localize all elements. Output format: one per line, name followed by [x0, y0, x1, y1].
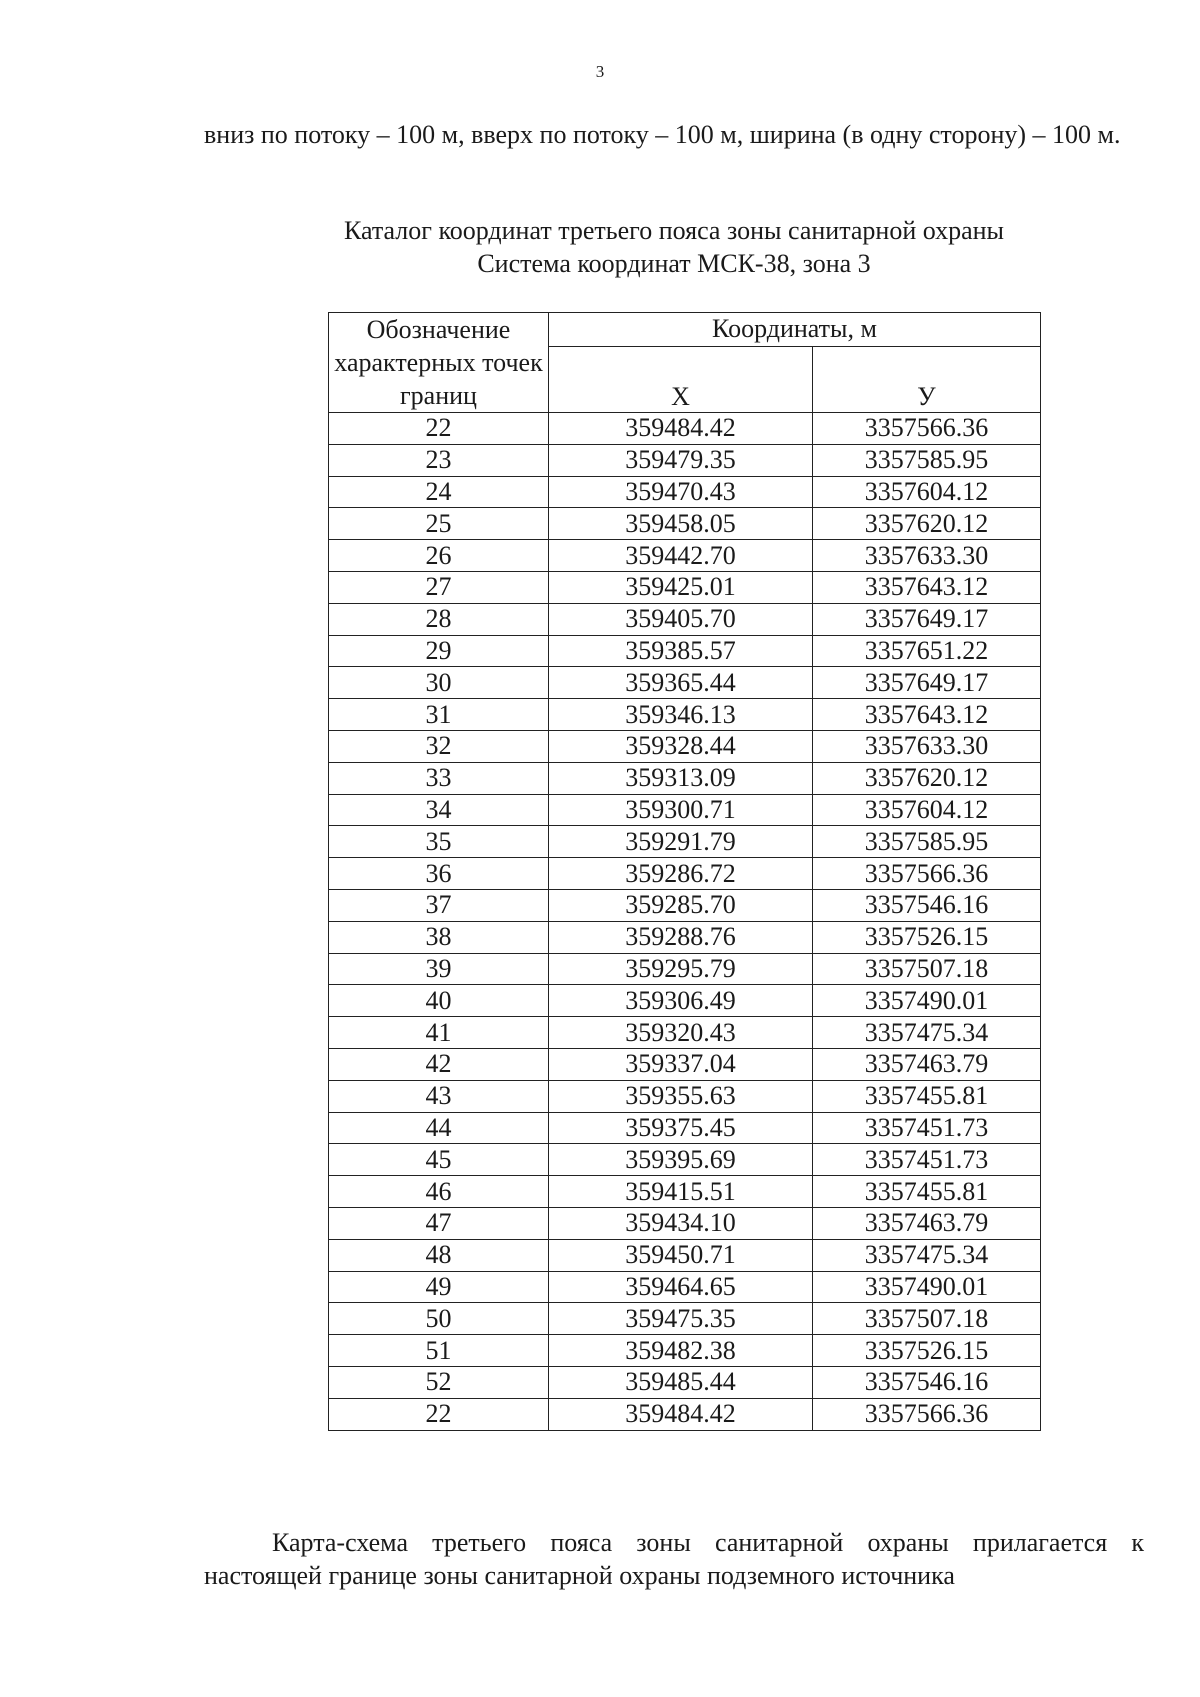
- y-coordinate-cell: 3357526.15: [813, 1335, 1041, 1367]
- y-coordinate-cell: 3357546.16: [813, 1366, 1041, 1398]
- point-id-cell: 39: [329, 953, 549, 985]
- x-coordinate-cell: 359286.72: [549, 858, 813, 890]
- y-coordinate-cell: 3357620.12: [813, 762, 1041, 794]
- point-id-cell: 50: [329, 1303, 549, 1335]
- point-id-cell: 38: [329, 921, 549, 953]
- point-id-cell: 48: [329, 1239, 549, 1271]
- y-coordinate-cell: 3357490.01: [813, 1271, 1041, 1303]
- point-id-cell: 35: [329, 826, 549, 858]
- table-row: [329, 667, 1041, 699]
- point-id-cell: 44: [329, 1112, 549, 1144]
- table-row: [329, 1144, 1041, 1176]
- header-y: У: [813, 346, 1041, 412]
- catalog-title-line-1: Каталог координат третьего пояса зоны санитарной охраны: [343, 216, 1005, 245]
- catalog-title: [204, 214, 1144, 280]
- x-coordinate-cell: 359470.43: [549, 476, 813, 508]
- point-id-cell: 40: [329, 985, 549, 1017]
- x-coordinate-cell: 359385.57: [549, 635, 813, 667]
- table-row: [329, 730, 1041, 762]
- point-id-cell: 30: [329, 667, 549, 699]
- table-row: [329, 1239, 1041, 1271]
- y-coordinate-cell: 3357455.81: [813, 1176, 1041, 1208]
- table-row: [329, 889, 1041, 921]
- x-coordinate-cell: 359328.44: [549, 730, 813, 762]
- table-row: [329, 1398, 1041, 1430]
- y-coordinate-cell: 3357649.17: [813, 667, 1041, 699]
- point-id-cell: 25: [329, 508, 549, 540]
- y-coordinate-cell: 3357566.36: [813, 413, 1041, 445]
- table-row: [329, 953, 1041, 985]
- point-id-cell: 46: [329, 1176, 549, 1208]
- table-row: [329, 794, 1041, 826]
- point-id-cell: 24: [329, 476, 549, 508]
- point-id-cell: 42: [329, 1048, 549, 1080]
- x-coordinate-cell: 359375.45: [549, 1112, 813, 1144]
- point-id-cell: 32: [329, 730, 549, 762]
- coordinates-table: [328, 312, 1041, 1431]
- x-coordinate-cell: 359288.76: [549, 921, 813, 953]
- x-coordinate-cell: 359450.71: [549, 1239, 813, 1271]
- y-coordinate-cell: 3357643.12: [813, 699, 1041, 731]
- y-coordinate-cell: 3357604.12: [813, 476, 1041, 508]
- point-id-cell: 23: [329, 444, 549, 476]
- header-coordinates: Координаты, м: [549, 313, 1041, 347]
- table-row: [329, 1112, 1041, 1144]
- x-coordinate-cell: 359291.79: [549, 826, 813, 858]
- table-row: [329, 762, 1041, 794]
- x-coordinate-cell: 359320.43: [549, 1017, 813, 1049]
- point-id-cell: 45: [329, 1144, 549, 1176]
- point-id-cell: 31: [329, 699, 549, 731]
- point-id-cell: 33: [329, 762, 549, 794]
- table-row: [329, 476, 1041, 508]
- table-row: [329, 413, 1041, 445]
- y-coordinate-cell: 3357455.81: [813, 1080, 1041, 1112]
- x-coordinate-cell: 359479.35: [549, 444, 813, 476]
- y-coordinate-cell: 3357451.73: [813, 1112, 1041, 1144]
- x-coordinate-cell: 359425.01: [549, 571, 813, 603]
- x-coordinate-cell: 359300.71: [549, 794, 813, 826]
- y-coordinate-cell: 3357651.22: [813, 635, 1041, 667]
- y-coordinate-cell: 3357585.95: [813, 444, 1041, 476]
- point-id-cell: 41: [329, 1017, 549, 1049]
- point-id-cell: 22: [329, 1398, 549, 1430]
- point-id-cell: 36: [329, 858, 549, 890]
- point-id-cell: 26: [329, 540, 549, 572]
- page-number: 3: [595, 62, 605, 81]
- table-row: [329, 444, 1041, 476]
- y-coordinate-cell: 3357566.36: [813, 858, 1041, 890]
- table-row: [329, 571, 1041, 603]
- catalog-title-line-2: Система координат МСК-38, зона 3: [477, 249, 871, 278]
- table-row: [329, 603, 1041, 635]
- table-row: [329, 985, 1041, 1017]
- point-id-cell: 27: [329, 571, 549, 603]
- table-row: [329, 508, 1041, 540]
- y-coordinate-cell: 3357475.34: [813, 1017, 1041, 1049]
- table-row: [329, 1303, 1041, 1335]
- x-coordinate-cell: 359346.13: [549, 699, 813, 731]
- x-coordinate-cell: 359405.70: [549, 603, 813, 635]
- y-coordinate-cell: 3357643.12: [813, 571, 1041, 603]
- point-id-cell: 37: [329, 889, 549, 921]
- x-coordinate-cell: 359484.42: [549, 413, 813, 445]
- point-id-cell: 34: [329, 794, 549, 826]
- y-coordinate-cell: 3357475.34: [813, 1239, 1041, 1271]
- x-coordinate-cell: 359306.49: [549, 985, 813, 1017]
- y-coordinate-cell: 3357566.36: [813, 1398, 1041, 1430]
- table-row: [329, 826, 1041, 858]
- y-coordinate-cell: 3357546.16: [813, 889, 1041, 921]
- point-id-cell: 51: [329, 1335, 549, 1367]
- coordinates-table-body: [329, 413, 1041, 1431]
- table-row: [329, 540, 1041, 572]
- table-row: [329, 1207, 1041, 1239]
- x-coordinate-cell: 359484.42: [549, 1398, 813, 1430]
- x-coordinate-cell: 359458.05: [549, 508, 813, 540]
- table-row: [329, 1017, 1041, 1049]
- table-row: [329, 1366, 1041, 1398]
- x-coordinate-cell: 359337.04: [549, 1048, 813, 1080]
- point-id-cell: 52: [329, 1366, 549, 1398]
- x-coordinate-cell: 359365.44: [549, 667, 813, 699]
- y-coordinate-cell: 3357633.30: [813, 540, 1041, 572]
- x-coordinate-cell: 359485.44: [549, 1366, 813, 1398]
- y-coordinate-cell: 3357620.12: [813, 508, 1041, 540]
- y-coordinate-cell: 3357463.79: [813, 1048, 1041, 1080]
- x-coordinate-cell: 359464.65: [549, 1271, 813, 1303]
- point-id-cell: 28: [329, 603, 549, 635]
- point-id-cell: 47: [329, 1207, 549, 1239]
- x-coordinate-cell: 359395.69: [549, 1144, 813, 1176]
- x-coordinate-cell: 359442.70: [549, 540, 813, 572]
- y-coordinate-cell: 3357526.15: [813, 921, 1041, 953]
- y-coordinate-cell: 3357451.73: [813, 1144, 1041, 1176]
- table-row: [329, 635, 1041, 667]
- y-coordinate-cell: 3357633.30: [813, 730, 1041, 762]
- closing-paragraph: Карта-схема третьего пояса зоны санитарной охраны прилагается к настоящей границе зоны санитарной охраны подземного источника: [204, 1528, 1144, 1590]
- x-coordinate-cell: 359285.70: [549, 889, 813, 921]
- table-row: [329, 1176, 1041, 1208]
- point-id-cell: 22: [329, 413, 549, 445]
- y-coordinate-cell: 3357507.18: [813, 953, 1041, 985]
- y-coordinate-cell: 3357649.17: [813, 603, 1041, 635]
- table-row: [329, 1080, 1041, 1112]
- table-row: [329, 1048, 1041, 1080]
- y-coordinate-cell: 3357507.18: [813, 1303, 1041, 1335]
- x-coordinate-cell: 359475.35: [549, 1303, 813, 1335]
- y-coordinate-cell: 3357490.01: [813, 985, 1041, 1017]
- x-coordinate-cell: 359355.63: [549, 1080, 813, 1112]
- y-coordinate-cell: 3357604.12: [813, 794, 1041, 826]
- x-coordinate-cell: 359482.38: [549, 1335, 813, 1367]
- table-row: [329, 699, 1041, 731]
- y-coordinate-cell: 3357463.79: [813, 1207, 1041, 1239]
- header-point-designation: Обозначение характерных точек границ: [329, 313, 549, 413]
- x-coordinate-cell: 359313.09: [549, 762, 813, 794]
- table-row: [329, 1335, 1041, 1367]
- point-id-cell: 49: [329, 1271, 549, 1303]
- table-row: [329, 858, 1041, 890]
- header-x: X: [549, 346, 813, 412]
- point-id-cell: 29: [329, 635, 549, 667]
- intro-paragraph: вниз по потоку – 100 м, вверх по потоку – 100 м, ширина (в одну сторону) – 100 м.: [204, 120, 1121, 149]
- table-row: [329, 1271, 1041, 1303]
- x-coordinate-cell: 359415.51: [549, 1176, 813, 1208]
- table-row: [329, 921, 1041, 953]
- point-id-cell: 43: [329, 1080, 549, 1112]
- x-coordinate-cell: 359434.10: [549, 1207, 813, 1239]
- x-coordinate-cell: 359295.79: [549, 953, 813, 985]
- y-coordinate-cell: 3357585.95: [813, 826, 1041, 858]
